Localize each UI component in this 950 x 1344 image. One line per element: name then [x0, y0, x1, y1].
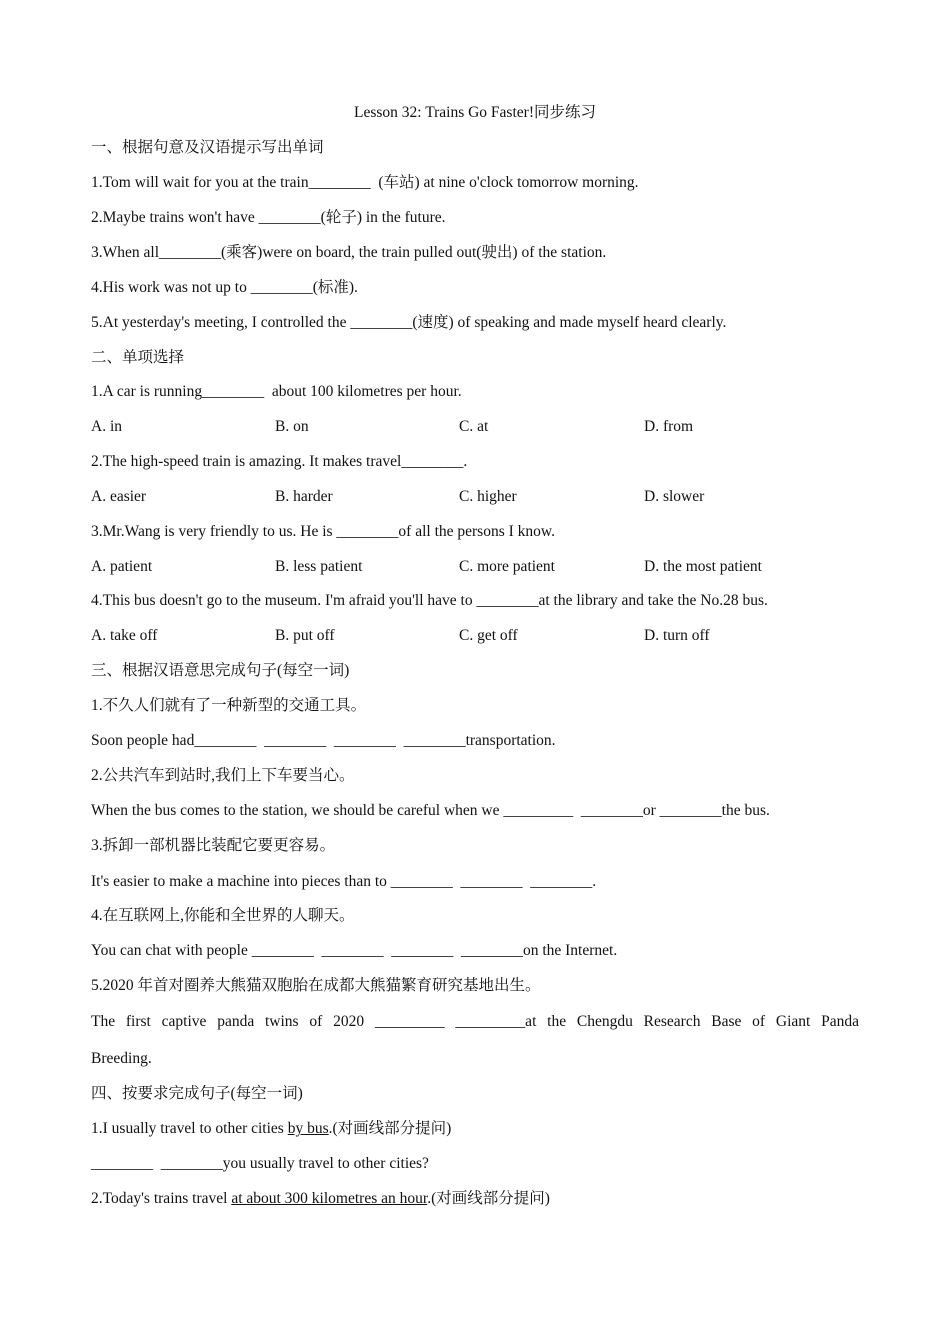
s2-q4-option-b: B. put off — [275, 627, 335, 644]
s2-q3-option-d: D. the most patient — [644, 558, 762, 575]
s2-q3-option-a: A. patient — [91, 558, 153, 575]
s1-item-5: 5.At yesterday's meeting, I controlled the ________(速度) of speaking and made myself heard clearly. — [91, 314, 727, 331]
s2-q2-option-a: A. easier — [91, 488, 147, 505]
s2-q3-option-b: B. less patient — [275, 558, 363, 575]
s2-q4-stem: 4.This bus doesn't go to the museum. I'm afraid you'll have to ________at the library and take the No.28 bus. — [91, 592, 768, 609]
s2-q2-stem: 2.The high-speed train is amazing. It makes travel________. — [91, 453, 468, 470]
s3-item-1-english: Soon people had________ ________ ________ ________transportation. — [91, 732, 556, 749]
s1-item-1: 1.Tom will wait for you at the train________ (车站) at nine o'clock tomorrow morning. — [91, 174, 639, 191]
s4-q1-question — [91, 1119, 451, 1139]
s1-item-3: 3.When all________(乘客)were on board, the train pulled out(驶出) of the station. — [91, 244, 607, 261]
s4-q1-suffix: .(对画线部分提问) — [328, 1120, 452, 1137]
s4-q1-underlined: by bus — [287, 1120, 329, 1137]
s2-q1-option-c: C. at — [459, 418, 489, 435]
s3-item-4-english: You can chat with people ________ ________ ________ ________on the Internet. — [91, 942, 618, 959]
section-1-heading: 一、根据句意及汉语提示写出单词 — [91, 139, 324, 156]
s2-q1-option-a: A. in — [91, 418, 122, 435]
section-2-heading: 二、单项选择 — [91, 349, 185, 366]
s4-q2-suffix: .(对画线部分提问) — [427, 1190, 550, 1207]
s2-q1-option-d: D. from — [644, 418, 694, 435]
s2-q4-option-a: A. take off — [91, 627, 158, 644]
section-4-heading: 四、按要求完成句子(每空一词) — [91, 1085, 303, 1102]
s4-q2-prefix: 2.Today's trains travel — [91, 1190, 232, 1207]
s2-q3-stem: 3.Mr.Wang is very friendly to us. He is ________of all the persons I know. — [91, 523, 555, 540]
s1-item-2: 2.Maybe trains won't have ________(轮子) in the future. — [91, 209, 446, 226]
page-title: Lesson 32: Trains Go Faster!同步练习 — [354, 104, 596, 121]
s4-q1-prefix: 1.I usually travel to other cities — [91, 1120, 288, 1137]
s3-item-1-chinese: 1.不久人们就有了一种新型的交通工具。 — [91, 697, 367, 714]
s3-item-5-chinese: 5.2020 年首对圈养大熊猫双胞胎在成都大熊猫繁育研究基地出生。 — [91, 977, 541, 994]
s4-q2-question — [91, 1189, 550, 1209]
s3-item-5-english: The first captive panda twins of 2020 _________ _________at the Chengdu Research Base of Giant Panda — [91, 1013, 859, 1030]
s3-item-4-chinese: 4.在互联网上,你能和全世界的人聊天。 — [91, 907, 355, 924]
s3-item-3-english: It's easier to make a machine into pieces than to ________ ________ ________. — [91, 873, 597, 890]
s2-q2-option-b: B. harder — [275, 488, 333, 505]
section-3-heading: 三、根据汉语意思完成句子(每空一词) — [91, 662, 350, 679]
s2-q1-stem: 1.A car is running________ about 100 kilometres per hour. — [91, 383, 462, 400]
s2-q4-option-d: D. turn off — [644, 627, 710, 644]
s3-item-5-english-continued: Breeding. — [91, 1050, 152, 1067]
s2-q3-option-c: C. more patient — [459, 558, 555, 575]
s1-item-4: 4.His work was not up to ________(标准). — [91, 279, 358, 296]
s4-q1-answer: ________ ________you usually travel to other cities? — [91, 1155, 429, 1172]
s4-q2-underlined: at about 300 kilometres an hour — [231, 1190, 428, 1207]
s2-q1-option-b: B. on — [275, 418, 309, 435]
s3-item-2-english: When the bus comes to the station, we should be careful when we _________ ________or ________the bus. — [91, 802, 770, 819]
s2-q2-option-d: D. slower — [644, 488, 705, 505]
s3-item-3-chinese: 3.拆卸一部机器比装配它要更容易。 — [91, 837, 336, 854]
s2-q2-option-c: C. higher — [459, 488, 517, 505]
s2-q4-option-c: C. get off — [459, 627, 518, 644]
s3-item-2-chinese: 2.公共汽车到站时,我们上下车要当心。 — [91, 767, 355, 784]
